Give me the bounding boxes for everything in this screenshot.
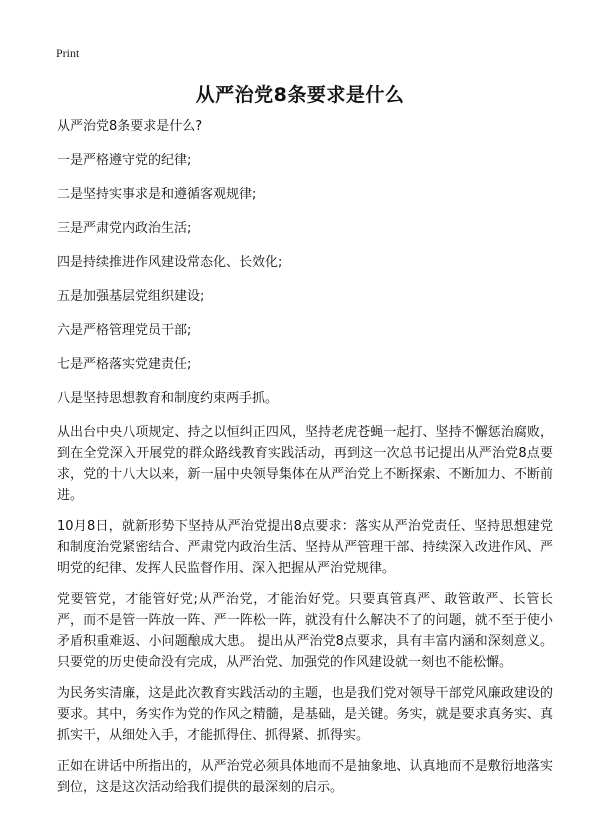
article-body — [57, 118, 553, 808]
requirement-item: 四是持续推进作风建设常态化、长效化; — [57, 255, 283, 270]
article-intro: 从严治党8条要求是什么? — [57, 119, 203, 134]
requirement-item: 八是坚持思想教育和制度约束两手抓。 — [57, 391, 279, 406]
body-paragraph: 党要管党，才能管好党;从严治党，才能治好党。只要真管真严、敢管敢严、长管长严，而不是管一阵放一阵、严一阵松一阵，就没有什么解决不了的问题，就不至于使小矛盾积重难返、小问题酿成大患。 提出从严治党8点要求，具有丰富内涵和深刻意义。只要党的历史使命没有完成，从严治党、加强党的作风建设就一刻也不能松懈。 — [57, 592, 553, 670]
body-paragraph: 10月8日，就新形势下坚持从严治党提出8点要求：落实从严治党责任、坚持思想建党和制度治党紧密结合、严肃党内政治生活、坚持从严管理干部、持续深入改进作风、严明党的纪律、发挥人民监督作用、深入把握从严治党规律。 — [57, 519, 553, 576]
body-paragraph: 为民务实清廉，这是此次教育实践活动的主题，也是我们党对领导干部党风廉政建设的要求。其中，务实作为党的作风之精髓，是基础，是关键。务实，就是要求真务实、真抓实干，从细处入手，才能抓得住、抓得紧、抓得实。 — [57, 686, 553, 743]
requirement-item: 三是严肃党内政治生活; — [57, 221, 192, 236]
print-link[interactable]: Print — [56, 46, 80, 60]
requirement-item: 二是坚持实事求是和遵循客观规律; — [57, 187, 257, 202]
body-paragraph: 正如在讲话中所指出的，从严治党必须具体地而不是抽象地、认真地而不是敷衍地落实到位，这是这次活动给我们提供的最深刻的启示。 — [57, 759, 553, 795]
body-paragraph: 从出台中央八项规定、持之以恒纠正四风，坚持老虎苍蝇一起打、坚持不懈惩治腐败，到在全党深入开展党的群众路线教育实践活动，再到这一次总书记提出从严治党8点要求，党的十八大以来，新一届中央领导集体在从严治党上不断探索、不断加力、不断前进。 — [57, 425, 553, 503]
requirement-item: 一是严格遵守党的纪律; — [57, 153, 192, 168]
requirement-item: 六是严格管理党员干部; — [57, 323, 192, 338]
article-title: 从严治党8条要求是什么 — [195, 84, 405, 106]
requirement-item: 五是加强基层党组织建设; — [57, 289, 205, 304]
requirement-item: 七是严格落实党建责任; — [57, 357, 192, 372]
